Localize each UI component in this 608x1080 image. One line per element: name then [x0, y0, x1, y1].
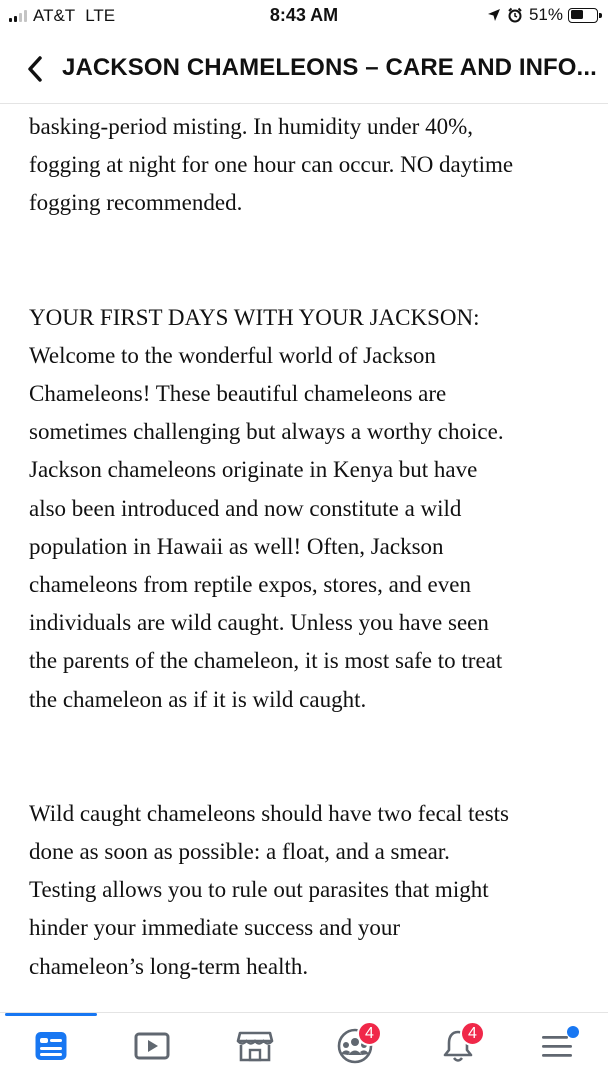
- article-body: [29, 108, 589, 986]
- carrier-name: AT&T: [33, 6, 76, 25]
- news-feed-icon: [34, 1030, 68, 1062]
- paragraph-spacer: [29, 719, 589, 795]
- tab-menu[interactable]: [527, 1018, 587, 1074]
- status-bar: [0, 0, 608, 32]
- status-time: 8:43 AM: [269, 5, 339, 25]
- article-paragraph: basking-period misting. In humidity under 40%, fogging at night for one hour can occur. NO daytime fogging recommended.: [29, 114, 514, 216]
- status-right: [487, 5, 598, 25]
- battery-percent: 51%: [528, 5, 563, 24]
- tab-watch[interactable]: [122, 1018, 182, 1074]
- location-arrow-icon: [487, 8, 501, 22]
- notifications-badge: 4: [460, 1021, 485, 1046]
- tab-marketplace[interactable]: [225, 1018, 285, 1074]
- article-paragraph: YOUR FIRST DAYS WITH YOUR JACKSON: Welcome to the wonderful world of Jackson Chameleons! These beautiful chameleons are sometimes challenging but always a worthy choice. Jackson chameleons originate in Kenya but have also been introduced and now constitute a wild population in Hawaii as well! Often, Jackson chameleons from reptile expos, stores, and even individuals are wild caught. Unless you have seen the parents of the chameleon, it is most safe to treat the chameleon as if it is wild caught.: [29, 304, 504, 712]
- network-type: LTE: [85, 6, 116, 25]
- marketplace-icon: [236, 1029, 274, 1063]
- page-header: [0, 34, 608, 104]
- tab-news-feed[interactable]: [21, 1018, 81, 1074]
- battery-icon: [568, 8, 598, 23]
- paragraph-spacer: [29, 223, 589, 299]
- battery-fill: [571, 10, 583, 19]
- watch-video-icon: [134, 1030, 170, 1062]
- menu-notification-dot: [567, 1026, 579, 1038]
- page-title: JACKSON CHAMELEONS – CARE AND INFO...: [62, 54, 597, 81]
- article-paragraph: Wild caught chameleons should have two fecal tests done as soon as possible: a float, and a smear. Testing allows you to rule out parasites that might hinder your immediate success and your chameleon’s long-term health.: [29, 800, 510, 979]
- alarm-clock-icon: [507, 7, 523, 23]
- tab-notifications[interactable]: [428, 1018, 488, 1074]
- chevron-left-icon: [26, 56, 44, 82]
- bottom-tab-bar: [0, 1012, 608, 1080]
- back-button[interactable]: [20, 54, 50, 84]
- groups-badge: 4: [357, 1021, 382, 1046]
- tab-groups[interactable]: [325, 1018, 385, 1074]
- active-tab-indicator: [5, 1013, 97, 1016]
